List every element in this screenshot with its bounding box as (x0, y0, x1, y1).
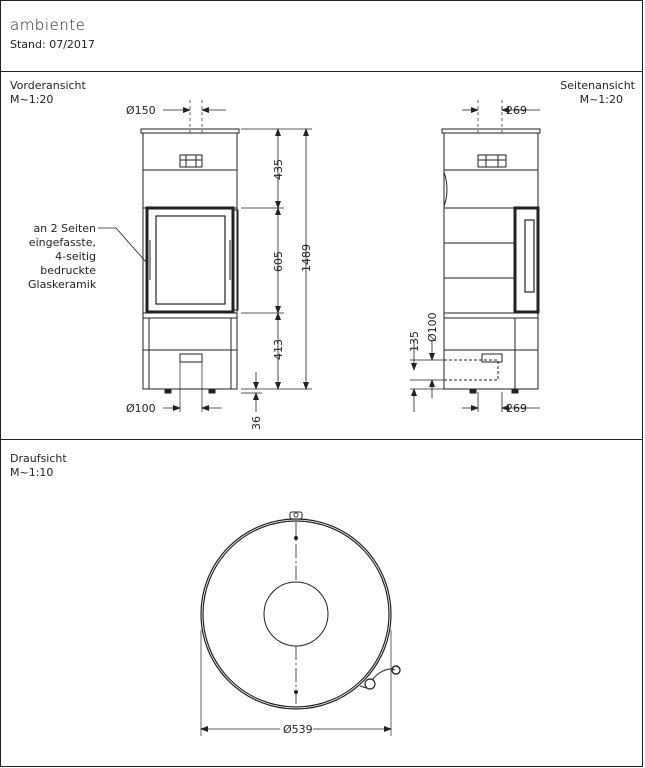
front-view-title: Vorderansicht (10, 79, 86, 92)
front-dim-lower: 413 (272, 339, 285, 360)
product-title: ambiente (10, 16, 86, 34)
front-dim-foot: 36 (250, 416, 263, 430)
front-door-glass (156, 216, 225, 304)
top-door-knob (365, 679, 375, 689)
top-flue-opening (264, 582, 328, 646)
side-dim-inlet-height: 135 (408, 331, 421, 352)
side-flue-symbol (478, 155, 506, 167)
front-dim-total: 1489 (300, 244, 313, 272)
front-dim-door: 605 (272, 251, 285, 272)
side-dim-air-inlet: Ø100 (426, 312, 439, 342)
front-view-drawing (98, 100, 239, 412)
front-air-inlet-symbol (180, 354, 202, 362)
front-view-scale: M~1:20 (10, 93, 54, 106)
glass-note-line-5: Glaskeramik (28, 278, 97, 291)
side-view-scale: M~1:20 (579, 93, 623, 106)
side-dimensions (410, 106, 540, 412)
side-air-inlet (444, 360, 498, 380)
front-flue-symbol (180, 155, 202, 167)
side-dim-top-depth: 269 (506, 104, 527, 117)
top-view-title: Draufsicht (10, 452, 67, 465)
front-body-outline (143, 133, 237, 389)
side-dim-bottom-depth: 269 (506, 402, 527, 415)
front-dim-flue: Ø150 (126, 104, 156, 117)
top-view-drawing (201, 512, 400, 736)
glass-note-line-2: eingefasste, (28, 236, 96, 249)
front-dim-upper: 435 (272, 159, 285, 180)
glass-note-leader (98, 228, 146, 262)
front-dim-air-inlet: Ø100 (126, 402, 156, 415)
side-top-cover (442, 129, 540, 133)
glass-note-line-3: 4-seitig (55, 250, 96, 263)
glass-note-line-1: an 2 Seiten (33, 222, 96, 235)
side-view-title: Seitenansicht (560, 79, 635, 92)
glass-note-line-4: bedruckte (40, 264, 96, 277)
top-dim-diameter: Ø539 (283, 723, 313, 736)
side-body-outline (444, 133, 538, 389)
revision-date: Stand: 07/2017 (10, 38, 95, 51)
top-view-scale: M~1:10 (10, 466, 54, 479)
side-view-drawing (442, 100, 540, 393)
front-door-frame (147, 208, 233, 312)
